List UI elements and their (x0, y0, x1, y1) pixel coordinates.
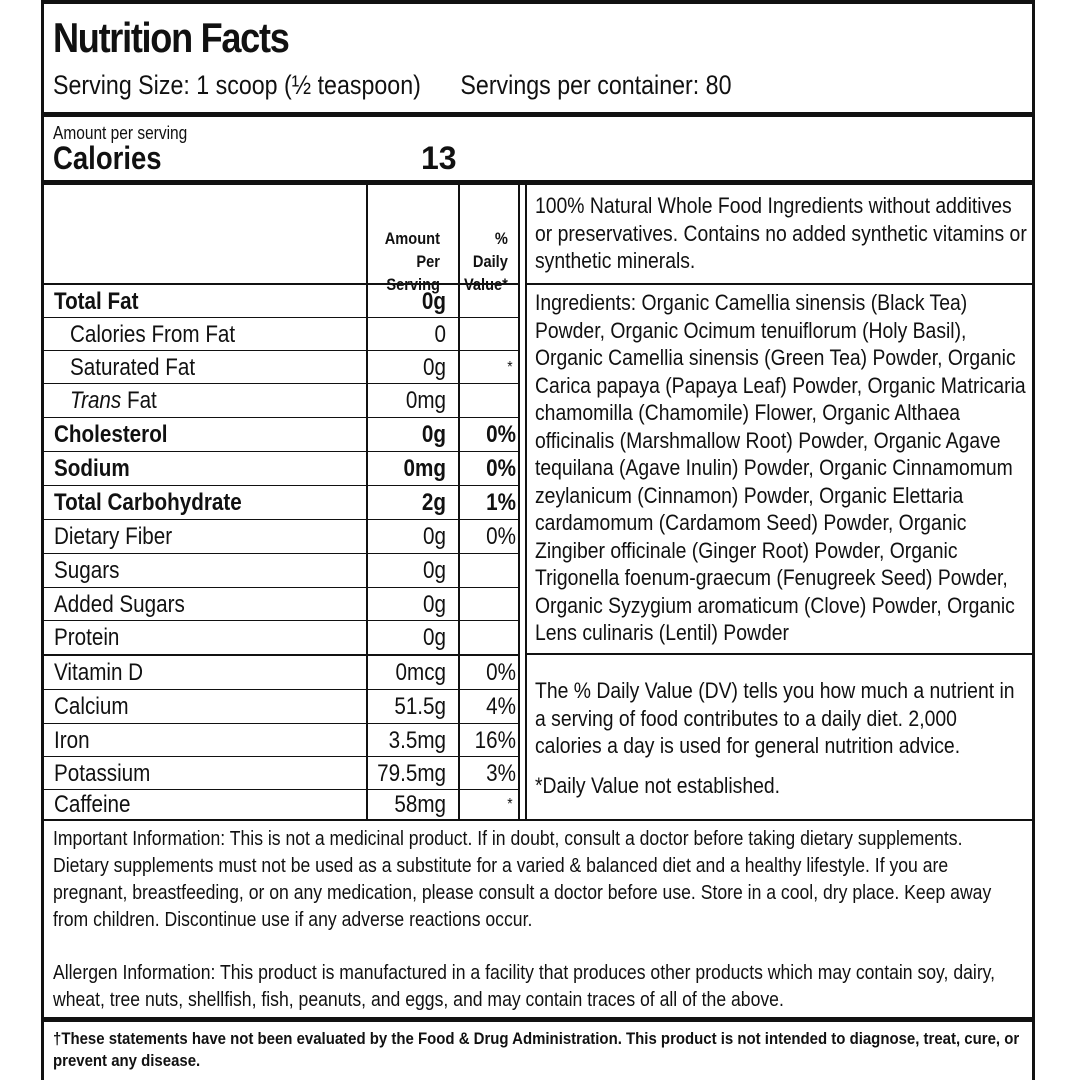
nutrient-amount: 0mg (403, 455, 446, 482)
nutrient-daily-value: 0% (486, 455, 516, 482)
nutrient-name: Sugars (54, 557, 120, 584)
nutrient-daily-value: 0% (486, 523, 516, 550)
divider-thick (41, 180, 1035, 185)
nutrient-amount: 0g (421, 421, 446, 448)
calories-value: 13 (421, 140, 457, 176)
row-rule (525, 283, 1032, 285)
label-title: Nutrition Facts (53, 14, 289, 61)
nutrient-amount: 0mcg (395, 659, 446, 686)
daily-value-note: The % Daily Value (DV) tells you how much a nutrient in a serving of food contributes to a daily diet. 2,000 calories a day is used for general nutrition advice. (535, 678, 1015, 758)
not-established-note: *Daily Value not established. (535, 773, 781, 798)
nutrient-name: Protein (54, 623, 120, 651)
nutrient-name: Vitamin D (54, 659, 144, 686)
nutrient-daily-value: * (507, 795, 513, 813)
nutrient-amount: 0g (423, 523, 446, 550)
dv-header-line: Value* (463, 274, 508, 294)
nutrient-name: Cholesterol (54, 421, 168, 448)
nutrient-name: Caffeine (54, 790, 131, 818)
serving-line (53, 70, 731, 101)
nutrient-amount: 0g (423, 590, 446, 618)
amount-per-serving-label: Amount per serving (53, 123, 188, 143)
nutrient-amount: 51.5g (394, 693, 446, 720)
calories-block (41, 118, 1035, 180)
amount-header-line: Amount Per (384, 229, 440, 271)
nutrient-name: Added Sugars (54, 590, 185, 618)
nutrient-name (70, 384, 157, 418)
nutrient-name: Dietary Fiber (54, 523, 173, 550)
column-rule (525, 185, 527, 820)
amount-header-line: Serving (386, 274, 440, 294)
important-information: Important Information: This is not a medicinal product. If in doubt, consult a doctor before taking dietary supplements. Dietary supplements must not be used as a substitute for a varied & balanced diet and a healthy lifestyle. If you are pregnant, breastfeeding, or on any medication, please consult a doctor before use. Store in a cool, dry place. Keep away from children. Discontinue use if any adverse reactions occur. (53, 828, 992, 931)
nutrient-name: Saturated Fat (70, 353, 196, 381)
nutrient-daily-value (468, 554, 516, 588)
nutrient-amount: 0g (423, 623, 446, 651)
natural-statement: 100% Natural Whole Food Ingredients without additives or preservatives. Contains no added synthetic vitamins or synthetic minerals. (535, 193, 1027, 273)
column-rule (518, 185, 520, 820)
nutrient-daily-value: 0% (486, 659, 516, 686)
nutrient-amount: 0g (423, 353, 446, 381)
ingredients-list: Ingredients: Organic Camellia sinensis (Black Tea) Powder, Organic Ocimum tenuiflorum (Holy Basil), Organic Camellia sinensis (Green Tea) Powder, Organic Carica papaya (Papaya Leaf) Powder, Organic Matricaria chamomilla (Chamomile) Flower, Organic Althaea officinalis (Marshmallow Root) Powder, Organic Agave tequilana (Agave Inulin) Powder, Organic Cinnamomum zeylanicum (Cinnamon) Powder, Organic Elettaria cardamomum (Cardamom Seed) Powder, Organic Zingiber officinale (Ginger Root) Powder, Organic Trigonella foenum-graecum (Fenugreek Seed) Powder, Organic Syzygium aromaticum (Clove) Powder, Organic Lens culinaris (Lentil) Powder (535, 290, 1026, 645)
servings-per-container: Servings per container: 80 (460, 70, 732, 100)
calories-label: Calories (53, 140, 162, 176)
nutrient-name: Potassium (54, 759, 151, 787)
nutrient-name: Calories From Fat (70, 320, 236, 348)
divider-thick (41, 112, 1035, 117)
nutrient-daily-value: 4% (486, 693, 516, 720)
row-rule (525, 653, 1032, 655)
nutrient-amount: 79.5mg (377, 759, 446, 787)
dv-header-line: % Daily (472, 229, 508, 271)
nutrient-name-rest: Fat (121, 387, 157, 414)
nutrient-amount: 3.5mg (388, 726, 446, 754)
row-rule (41, 819, 1035, 821)
nutrient-amount: 2g (421, 489, 446, 516)
serving-size: Serving Size: 1 scoop (½ teaspoon) (53, 70, 421, 100)
nutrient-amount: 58mg (394, 790, 446, 818)
nutrient-amount: 0mg (405, 387, 446, 414)
nutrient-name: Iron (54, 726, 90, 754)
nutrient-daily-value (468, 588, 516, 621)
nutrient-name: Calcium (54, 693, 129, 720)
nutrient-daily-value (468, 384, 516, 418)
divider-thick (41, 1017, 1035, 1022)
nutrient-daily-value: * (507, 358, 513, 376)
nutrient-daily-value (468, 318, 516, 351)
fda-disclaimer: †These statements have not been evaluated by the Food & Drug Administration. This product is not intended to diagnose, treat, cure, or prevent any disease. (53, 1029, 1020, 1070)
nutrient-name: Total Carbohydrate (54, 489, 242, 516)
nutrient-amount: 0g (423, 557, 446, 584)
label-header (41, 4, 1035, 114)
nutrient-amount: 0 (434, 320, 446, 348)
nutrient-daily-value (468, 285, 516, 318)
allergen-information: Allergen Information: This product is manufactured in a facility that produces other products which may contain soy, dairy, wheat, tree nuts, shellfish, fish, peanuts, and eggs, and may contain traces of all of the above. (53, 962, 996, 1011)
nutrient-name: Total Fat (54, 287, 139, 315)
nutrient-daily-value: 0% (486, 421, 516, 448)
nutrient-name: Sodium (54, 455, 130, 482)
nutrient-daily-value: 1% (486, 489, 516, 516)
nutrient-name-italic: Trans (70, 387, 122, 414)
nutrient-daily-value: 3% (486, 759, 516, 787)
nutrient-amount: 0g (421, 287, 446, 315)
nutrient-daily-value: 16% (474, 726, 516, 754)
nutrient-daily-value (468, 621, 516, 654)
